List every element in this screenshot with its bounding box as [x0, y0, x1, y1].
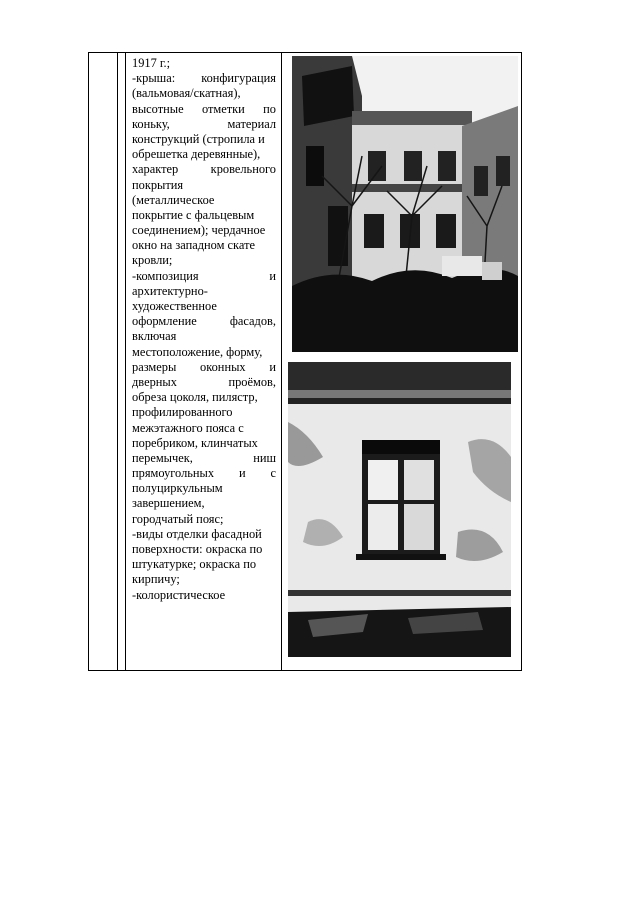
text-line: покрытие с фальцевым [132, 207, 255, 222]
table-divider-3 [281, 53, 282, 670]
text-line: профилированного [132, 405, 233, 420]
text-line: межэтажного пояса с [132, 420, 244, 435]
table-divider-1 [117, 53, 118, 670]
text-word: ниш [253, 450, 276, 465]
text-line [132, 375, 276, 390]
text-word: кровельного [210, 162, 276, 177]
text-word: дверных [132, 374, 177, 389]
text-line [132, 102, 276, 117]
text-line: соединением); чердачное [132, 223, 266, 238]
text-word: -крыша: [132, 71, 176, 86]
text-word: характер [132, 162, 179, 177]
text-line [132, 451, 276, 466]
text-line: покрытия [132, 177, 184, 192]
text-line: -виды отделки фасадной [132, 526, 262, 541]
text-line: городчатый пояс; [132, 511, 224, 526]
text-word: конфигурация [201, 71, 276, 86]
text-line: 1917 г.; [132, 56, 171, 70]
text-line: художественное [132, 299, 217, 313]
text-line [132, 314, 276, 329]
text-word: коньку, [132, 116, 170, 131]
text-line [132, 117, 276, 132]
text-line [132, 466, 276, 481]
text-line: кирпичу; [132, 572, 180, 587]
text-line: включая [132, 329, 177, 344]
text-line: поребриком, клинчатых [132, 435, 258, 450]
table-divider-2 [125, 53, 126, 670]
text-line [132, 71, 276, 86]
text-word: и [269, 268, 276, 283]
text-line [132, 360, 276, 375]
text-line: архитектурно- [132, 283, 208, 298]
text-line: завершением, [132, 496, 205, 511]
text-word: с [270, 466, 276, 481]
text-word: перемычек, [132, 450, 193, 465]
text-word: -композиция [132, 268, 199, 283]
description-text [132, 53, 276, 603]
text-line: полуциркульным [132, 481, 223, 496]
text-line [132, 162, 276, 177]
text-word: отметки [201, 101, 245, 116]
text-word: прямоугольных [132, 466, 215, 481]
text-word: оформление [132, 314, 197, 329]
text-line: (металлическое [132, 192, 215, 207]
text-line [132, 269, 276, 284]
window-detail-photo [288, 362, 511, 657]
text-word: материал [227, 116, 276, 131]
text-line: -колористическое [132, 587, 226, 602]
text-word: размеры [132, 359, 177, 374]
text-line: местоположение, форму, [132, 344, 263, 359]
text-word: оконных [200, 359, 246, 374]
text-line: обрешетка деревянные), [132, 147, 261, 162]
courtyard-facade-photo [292, 56, 518, 352]
text-line: обреза цоколя, пилястр, [132, 390, 258, 405]
text-line: поверхности: окраска по [132, 542, 263, 556]
text-line: кровли; [132, 253, 173, 268]
text-word: по [263, 101, 276, 116]
text-line: штукатурке; окраска по [132, 557, 257, 572]
text-word: и [238, 466, 246, 481]
text-word: высотные [132, 101, 184, 116]
document-table [88, 52, 522, 671]
text-word: проёмов, [228, 374, 276, 389]
text-word: фасадов, [229, 314, 276, 329]
text-line: конструкций (стропила и [132, 131, 265, 146]
text-line: окно на западном скате [132, 238, 255, 253]
text-line: (вальмовая/скатная), [132, 86, 241, 101]
text-word: и [269, 359, 276, 374]
